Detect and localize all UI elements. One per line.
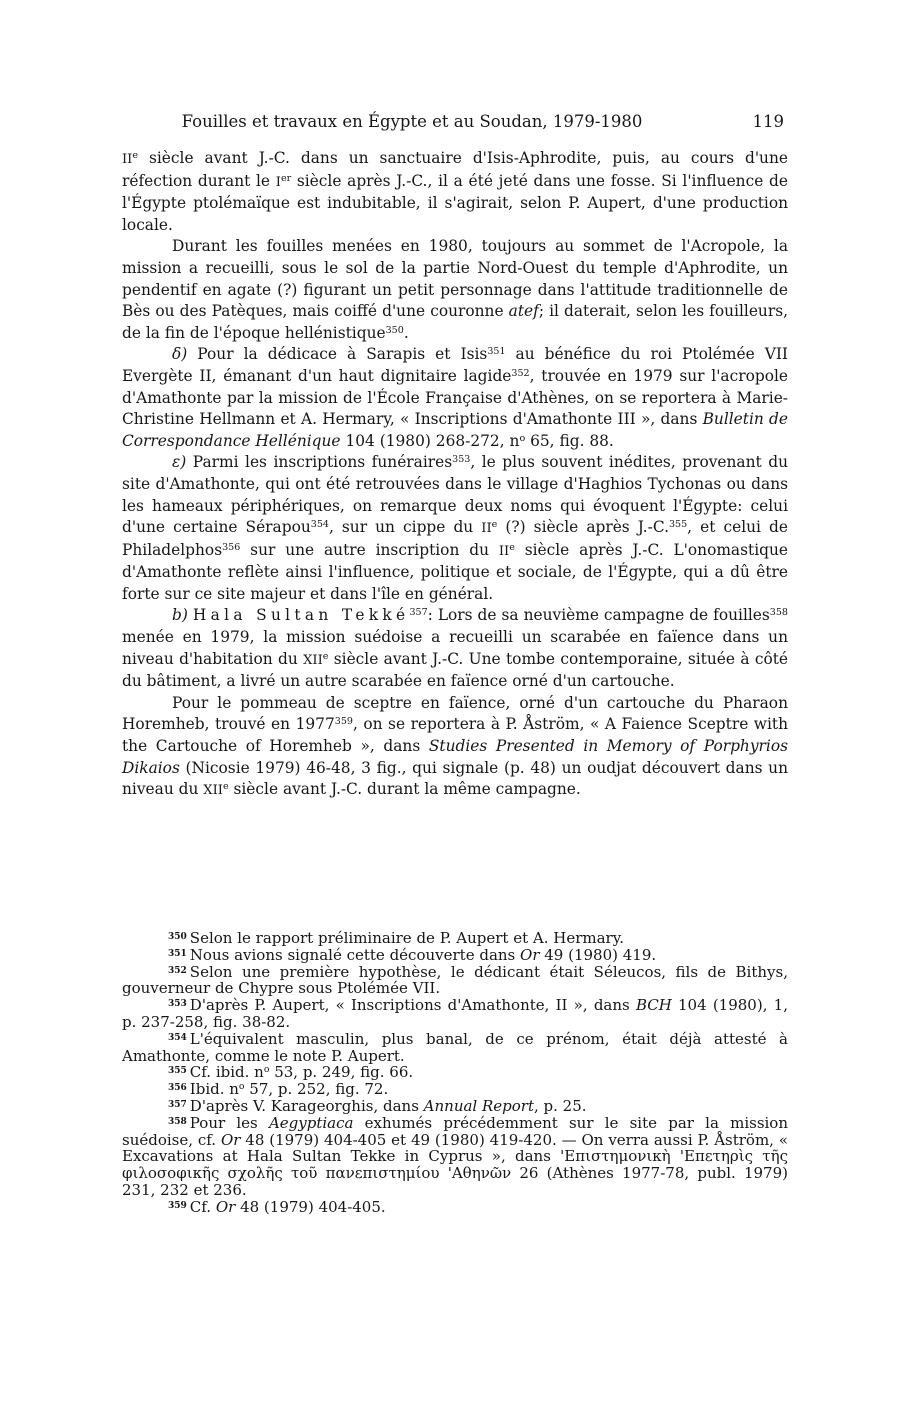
footnote-number: 359: [168, 1200, 187, 1211]
text-span: au bénéfice du roi Ptolémée VII Evergète II, émanant d'un haut dignitaire lagide: [122, 345, 788, 385]
publication-title: Annual Report: [423, 1096, 534, 1115]
book-title: Studies Presented in Memory of Porphyrios Dikaios: [122, 737, 788, 777]
superscript: e: [322, 650, 329, 662]
text-span: Durant les fouilles menées en 1980, toujours au sommet de l'Acropole, la mission a recueilli, sous le sol de la partie Nord-Ouest du temple d'Aphrodite, un pendentif en agate (?) figurant un petit personnage dans l'attitude traditionnelle de Bès ou des Patèques, mais coiffé d'une couronne: [122, 237, 788, 321]
text-span: sur une autre inscription du: [240, 540, 499, 559]
footnote-text: Cf. ibid. n: [189, 1063, 264, 1082]
text-span: : Lors de sa neuvième campagne de fouilles: [427, 606, 770, 625]
footnote-text: Selon une première hypothèse, le dédicant était Séleucos, fils de Bithys, gouverneur de Chypre sous Ptolémée VII.: [122, 962, 788, 998]
footnote-354: [122, 1031, 788, 1065]
text-span: (Nicosie 1979) 46-48, 3 fig., qui signale (p. 48) un oudjat découvert dans un niveau du: [122, 758, 788, 799]
journal-abbrev: Or: [215, 1197, 236, 1216]
footnote-text: 104 (1980), 1, p. 237-258, fig. 38-82.: [122, 996, 788, 1031]
text-span: siècle avant J.-C. durant la même campagne.: [228, 780, 581, 799]
footnote-number: 357: [168, 1099, 187, 1110]
text-span: Pour la dédicace à Sarapis et Isis: [187, 345, 488, 364]
footnote-text: 48 (1979) 404-405.: [235, 1197, 386, 1216]
text-span: , le plus souvent inédites, provenant du site d'Amathonte, qui ont été retrouvées dans le village d'Haghios Tychonas ou dans les hameaux périphériques, on remarque deux noms qui évoquent l'Égypte: celui d'une certaine Sérapou: [122, 453, 788, 537]
text-span: Parmi les inscriptions funéraires: [186, 453, 453, 472]
footnote-353: [122, 997, 788, 1031]
footnote-356: [122, 1081, 788, 1098]
text-span: Pour le pommeau de sceptre en faïence, orné d'un cartouche du Pharaon Horemheb, trouvé en 1977: [122, 693, 788, 734]
superscript: er: [280, 172, 292, 184]
section-marker: ε): [172, 453, 187, 472]
running-header: [122, 112, 788, 136]
footnote-ref[interactable]: 356: [222, 541, 241, 553]
footnote-355: [122, 1064, 788, 1081]
footnote-ref[interactable]: 351: [487, 346, 506, 358]
footnotes: [122, 930, 788, 1216]
footnote-text: Pour les: [189, 1113, 269, 1132]
text-span: siècle avant J.-C. dans un sanctuaire d'Isis-Aphrodite, puis, au cours d'une réfection durant le: [122, 149, 788, 190]
text-span: , trouvée en 1979 sur l'acropole d'Amathonte par la mission de l'École Française d'Athènes, on se reportera à Marie-Christine Hellmann et A. Hermary, « Inscriptions d'Amathonte III », dans: [122, 366, 788, 429]
text-span: , et celui de Philadelphos: [122, 518, 788, 559]
footnote-text: L'équivalent masculin, plus banal, de ce prénom, était déjà attesté à Amathonte, comme le note P. Aupert.: [122, 1029, 788, 1065]
text-span: siècle avant J.-C. Une tombe contemporaine, située à côté du bâtiment, a livré un autre scarabée en faïence orné d'un cartouche.: [122, 649, 789, 691]
text-span: siècle après J.-C., il a été jeté dans une fosse. Si l'influence de l'Égypte ptolémaïque est indubitable, il s'agirait, selon P. Aupert, d'une production locale.: [122, 171, 788, 234]
footnote-number: 355: [168, 1066, 187, 1077]
footnote-text: D'après V. Karageorghis, dans: [189, 1096, 424, 1115]
paragraph-2: [122, 236, 788, 344]
superscript: e: [509, 541, 515, 553]
footnote-number: 350: [168, 931, 187, 942]
paragraph-3: [122, 344, 788, 452]
footnote-ref[interactable]: 353: [452, 454, 471, 466]
page-number: 119: [752, 112, 784, 131]
journal-abbrev: BCH: [635, 996, 672, 1015]
footnote-358: [122, 1115, 788, 1199]
paragraph-6: Pour le pommeau de sceptre en faïence, orné d'un cartouche du Pharaon Horemheb, trouvé en 1977$^{359}$, on se reportera à P. Åström, « A Faience Sceptre with the Cartouche of Horemheb », dans Studies Presented in Memory of Porphyrios Dikaios (Nicosie 1979) 46-48, 3 fig., qui signale (p. 48) un oudjat découvert dans un niveau du XIIe siècle avant J.-C. durant la même campagne.: [122, 693, 789, 799]
journal-abbrev: Or: [520, 945, 540, 964]
superscript: o: [263, 1064, 270, 1076]
footnote-ref[interactable]: 355: [668, 518, 688, 530]
text-span: 104 (1980) 268-272, n: [340, 431, 520, 450]
superscript: e: [491, 518, 498, 530]
footnote-ref[interactable]: 352: [511, 367, 530, 379]
footnote-number: 356: [168, 1083, 187, 1094]
text-span: siècle après J.-C. L'onomastique d'Amathonte reflète ainsi l'influence, politique et sociale, de l'Égypte, qui a dû être forte sur ce site majeur et dans l'île en général.: [122, 540, 788, 603]
running-title: Fouilles et travaux en Égypte et au Soudan, 1979-1980: [181, 112, 643, 131]
footnote-text: 53, p. 249, fig. 66.: [269, 1063, 414, 1082]
text-span: 65, fig. 88.: [525, 431, 614, 450]
footnote-ref[interactable]: 357: [409, 607, 428, 619]
text-span: .: [403, 323, 409, 342]
journal-abbrev: Or: [220, 1130, 241, 1149]
italic-term: atef: [508, 302, 539, 321]
superscript: o: [238, 1081, 245, 1093]
text-span: menée en 1979, la mission suédoise a recueilli un scarabée en faïence dans un niveau d'habitation du: [122, 628, 788, 668]
superscript: o: [519, 432, 526, 444]
italic-term: Aegyptiaca: [268, 1113, 354, 1132]
footnote-number: 358: [168, 1116, 187, 1127]
footnote-357: [122, 1098, 788, 1115]
footnote-number: 351: [168, 948, 187, 959]
footnote-text: Nous avions signalé cette découverte dans: [189, 945, 521, 964]
text-span: , sur un cippe du: [328, 518, 482, 537]
footnote-text: exhumés précédemment sur le site par la mission suédoise, cf.: [122, 1113, 788, 1149]
paragraph-1: IIe siècle avant J.-C. dans un sanctuaire d'Isis-Aphrodite, puis, au cours d'une réfection durant le Ier siècle après J.-C., il a été jeté dans une fosse. Si l'influence de l'Égypte ptolémaïque est indubitable, il s'agirait, selon P. Aupert, d'une production locale.: [122, 149, 788, 234]
main-text: [122, 148, 788, 802]
paragraph-5: b) Hala Sultan Tekké$^{357}$: Lors de sa neuvième campagne de fouilles$^{358}$ menée en 1979, la mission suédoise a recueilli un scarabée en faïence dans un niveau d'habitation du XIIe siècle avant J.-C. Une tombe contemporaine, située à côté du bâtiment, a livré un autre scarabée en faïence orné d'un cartouche.: [122, 606, 789, 691]
footnote-351: [122, 947, 788, 964]
journal-title: Bulletin de Correspondance Hellénique: [122, 410, 789, 450]
footnote-352: [122, 964, 788, 998]
footnote-ref[interactable]: 354: [310, 518, 329, 530]
text-span: ; il daterait, selon les fouilleurs, de la fin de l'époque hellénistique: [122, 302, 788, 342]
section-marker: b): [172, 606, 188, 625]
footnote-text: Ibid. n: [189, 1080, 239, 1099]
footnote-number: 353: [168, 999, 187, 1010]
footnote-number: 352: [168, 965, 187, 976]
text-span: (?) siècle après J.-C.: [497, 518, 669, 537]
superscript: e: [222, 780, 229, 792]
footnote-number: 354: [168, 1032, 187, 1043]
footnote-text: , p. 25.: [534, 1096, 587, 1115]
site-name: Hala Sultan Tekké: [192, 606, 410, 625]
paragraph-4: ε) Parmi les inscriptions funéraires$^{353}$, le plus souvent inédites, provenant du site d'Amathonte, qui ont été retrouvées dans le village d'Haghios Tychonas ou dans les hameaux périphériques, on remarque deux noms qui évoquent l'Égypte: celui d'une certaine Sérapou$^{354}$, sur un cippe du IIe (?) siècle après J.-C.$^{355}$, et celui de Philadelphos$^{356}$ sur une autre inscription du IIe siècle après J.-C. L'onomastique d'Amathonte reflète ainsi l'influence, politique et sociale, de l'Égypte, qui a dû être forte sur ce site majeur et dans l'île en général.: [122, 453, 788, 603]
footnote-ref[interactable]: 350: [385, 324, 404, 336]
footnote-text: Cf.: [189, 1197, 216, 1216]
text-span: , on se reportera à P. Åström, « A Faience Sceptre with the Cartouche of Horemheb », dans: [122, 715, 789, 756]
footnote-text: D'après P. Aupert, « Inscriptions d'Amathonte, II », dans: [189, 996, 636, 1015]
footnote-ref[interactable]: 358: [769, 607, 788, 619]
section-marker: δ): [172, 345, 188, 364]
footnote-359: [122, 1199, 788, 1216]
footnote-text: 48 (1979) 404-405 et 49 (1980) 419-420. — On verra aussi P. Åström, « Excavations at Hala Sultan Tekke in Cyprus », dans 'Επιστημονικὴ 'Επετηρὶς τῆς φιλοσοφικῆς σχολῆς τοῦ πανεπιστημίου 'Αθηνῶν 26 (Athènes 1977-78, publ. 1979) 231, 232 et 236.: [122, 1130, 788, 1199]
footnote-ref[interactable]: 359: [334, 716, 353, 728]
superscript: e: [132, 149, 138, 161]
footnote-text: Selon le rapport préliminaire de P. Aupert et A. Hermary.: [189, 929, 624, 947]
footnote-text: 49 (1980) 419.: [539, 945, 657, 964]
footnote-350: [122, 930, 788, 947]
footnote-text: 57, p. 252, fig. 72.: [244, 1080, 389, 1099]
